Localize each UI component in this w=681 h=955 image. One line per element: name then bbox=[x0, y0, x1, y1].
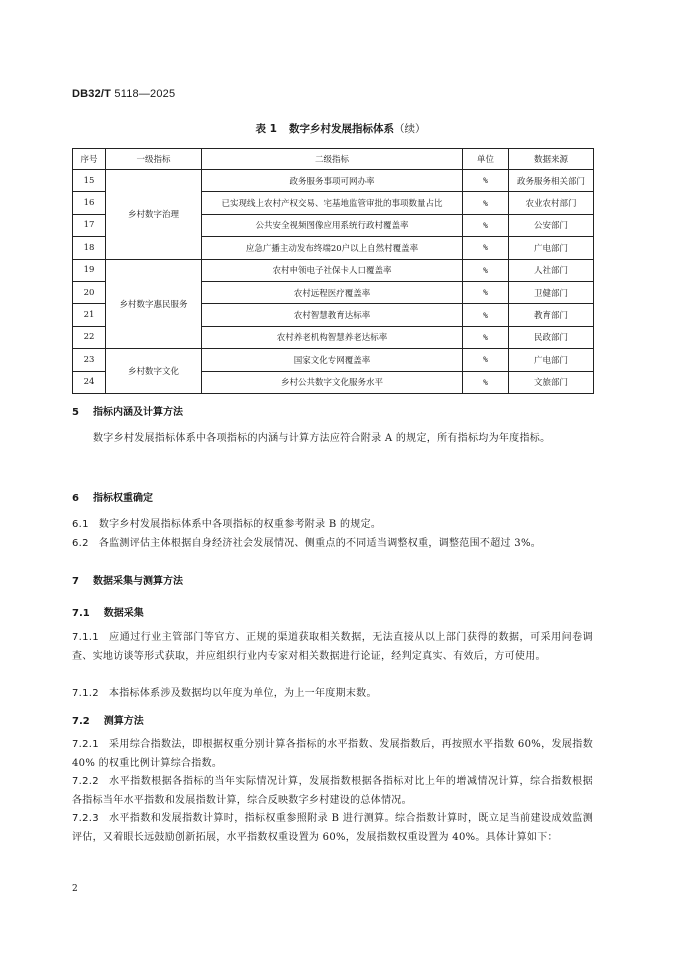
data-source: 人社部门 bbox=[509, 259, 594, 281]
clause-number: 6.1 bbox=[72, 519, 89, 530]
section-number: 7.2 bbox=[72, 716, 90, 727]
clause-text: 本指标体系涉及数据均以年度为单位，为上一年度期末数。 bbox=[108, 688, 377, 699]
section-5-paragraph: 数字乡村发展指标体系中各项指标的内涵与计算方法应符合附录 A 的规定，所有指标均为年度指标。 bbox=[93, 433, 551, 444]
column-header: 一级指标 bbox=[106, 149, 202, 170]
unit: % bbox=[463, 281, 509, 303]
row-number: 24 bbox=[73, 371, 106, 393]
section-7-2-heading bbox=[72, 712, 144, 727]
row-number: 17 bbox=[73, 214, 106, 236]
data-source: 教育部门 bbox=[509, 304, 594, 326]
secondary-indicator: 农村远程医疗覆盖率 bbox=[202, 281, 463, 303]
unit: % bbox=[463, 304, 509, 326]
clause-text: 水平指数根据各指标的当年实际情况计算，发展指数根据各指标对比上年的增减情况计算，综合指数根据各指标当年水平指数和发展指数计算，综合反映数字乡村建设的总体情况。 bbox=[72, 776, 593, 806]
secondary-indicator: 公共安全视频图像应用系统行政村覆盖率 bbox=[202, 214, 463, 236]
clause-text: 各监测评估主体根据自身经济社会发展情况、侧重点的不同适当调整权重，调整范围不超过 3%。 bbox=[98, 538, 542, 549]
standard-number: 5118—2025 bbox=[114, 88, 176, 100]
row-number: 19 bbox=[73, 259, 106, 281]
indicator-table bbox=[72, 148, 594, 394]
section-title: 数据采集与测算方法 bbox=[92, 576, 183, 587]
row-number: 15 bbox=[73, 170, 106, 192]
section-6-heading bbox=[72, 489, 153, 504]
clause-number: 7.2.1 bbox=[72, 739, 99, 750]
table-header-row bbox=[73, 149, 594, 170]
unit: % bbox=[463, 192, 509, 214]
section-number: 6 bbox=[72, 493, 79, 504]
data-source: 农业农村部门 bbox=[509, 192, 594, 214]
table-caption bbox=[0, 121, 681, 136]
clause-number: 6.2 bbox=[72, 538, 89, 549]
clause-6-1 bbox=[72, 516, 593, 535]
section-title: 测算方法 bbox=[103, 716, 144, 727]
primary-indicator: 乡村数字文化 bbox=[106, 349, 202, 394]
table-row bbox=[73, 349, 594, 371]
section-number: 5 bbox=[72, 407, 79, 418]
secondary-indicator: 已实现线上农村产权交易、宅基地监管审批的事项数量占比 bbox=[202, 192, 463, 214]
table-caption-number: 表 1 bbox=[255, 123, 277, 135]
row-number: 23 bbox=[73, 349, 106, 371]
data-source: 文旅部门 bbox=[509, 371, 594, 393]
clause-text: 应通过行业主管部门等官方、正规的渠道获取相关数据，无法直接从以上部门获得的数据，可采用问卷调查、实地访谈等形式获取，并应组织行业内专家对相关数据进行论证，经判定真实、有效后，方可使用。 bbox=[72, 632, 593, 662]
row-number: 20 bbox=[73, 281, 106, 303]
unit: % bbox=[463, 237, 509, 259]
clause-text: 采用综合指数法，即根据权重分别计算各指标的水平指数、发展指数后，再按照水平指数 60%，发展指数 40% 的权重比例计算综合指数。 bbox=[72, 739, 593, 769]
clause-number: 7.1.2 bbox=[72, 688, 99, 699]
row-number: 16 bbox=[73, 192, 106, 214]
data-source: 广电部门 bbox=[509, 237, 594, 259]
table-caption-continued: （续） bbox=[393, 123, 426, 135]
data-source: 政务服务相关部门 bbox=[509, 170, 594, 192]
secondary-indicator: 国家文化专网覆盖率 bbox=[202, 349, 463, 371]
secondary-indicator: 政务服务事项可网办率 bbox=[202, 170, 463, 192]
column-header: 单位 bbox=[463, 149, 509, 170]
table-row bbox=[73, 170, 594, 192]
clause-number: 7.1.1 bbox=[72, 632, 99, 643]
section-title: 指标内涵及计算方法 bbox=[92, 407, 183, 418]
section-number: 7.1 bbox=[72, 608, 90, 619]
page-number: 2 bbox=[72, 884, 78, 894]
secondary-indicator: 农村智慧教育达标率 bbox=[202, 304, 463, 326]
clause-number: 7.2.3 bbox=[72, 813, 99, 824]
clause-7-1-2 bbox=[72, 685, 593, 704]
table-row bbox=[73, 259, 594, 281]
clause-6-2 bbox=[72, 535, 593, 554]
column-header: 二级指标 bbox=[202, 149, 463, 170]
clause-7-2-1 bbox=[72, 736, 593, 773]
secondary-indicator: 乡村公共数字文化服务水平 bbox=[202, 371, 463, 393]
section-5-heading bbox=[72, 403, 183, 418]
unit: % bbox=[463, 349, 509, 371]
table-caption-title: 数字乡村发展指标体系 bbox=[288, 123, 394, 135]
row-number: 22 bbox=[73, 326, 106, 348]
secondary-indicator: 应急广播主动发布终端20户以上自然村覆盖率 bbox=[202, 237, 463, 259]
data-source: 卫健部门 bbox=[509, 281, 594, 303]
secondary-indicator: 农村申领电子社保卡人口覆盖率 bbox=[202, 259, 463, 281]
data-source: 公安部门 bbox=[509, 214, 594, 236]
primary-indicator: 乡村数字惠民服务 bbox=[106, 259, 202, 349]
unit: % bbox=[463, 326, 509, 348]
clause-7-2-3 bbox=[72, 810, 593, 847]
primary-indicator: 乡村数字治理 bbox=[106, 170, 202, 260]
unit: % bbox=[463, 259, 509, 281]
row-number: 21 bbox=[73, 304, 106, 326]
clause-text: 数字乡村发展指标体系中各项指标的权重参考附录 B 的规定。 bbox=[98, 519, 382, 530]
clause-text: 水平指数和发展指数计算时，指标权重参照附录 B 进行测算。综合指数计算时，既立足当前建设成效监测评估，又着眼长远鼓励创新拓展，水平指数权重设置为 60%，发展指数权重设置为 40%。具体计算如下： bbox=[72, 813, 593, 843]
data-source: 广电部门 bbox=[509, 349, 594, 371]
standard-code: DB32/T bbox=[72, 88, 112, 100]
data-source: 民政部门 bbox=[509, 326, 594, 348]
section-title: 数据采集 bbox=[103, 608, 144, 619]
clause-7-2-2 bbox=[72, 773, 593, 810]
column-header: 数据来源 bbox=[509, 149, 594, 170]
section-number: 7 bbox=[72, 576, 79, 587]
secondary-indicator: 农村养老机构智慧养老达标率 bbox=[202, 326, 463, 348]
unit: % bbox=[463, 170, 509, 192]
clause-7-1-1 bbox=[72, 629, 593, 666]
section-7-heading bbox=[72, 572, 183, 587]
page-header bbox=[72, 88, 175, 100]
row-number: 18 bbox=[73, 237, 106, 259]
unit: % bbox=[463, 214, 509, 236]
section-7-1-heading bbox=[72, 604, 144, 619]
unit: % bbox=[463, 371, 509, 393]
clause-number: 7.2.2 bbox=[72, 776, 99, 787]
section-title: 指标权重确定 bbox=[92, 493, 153, 504]
column-header: 序号 bbox=[73, 149, 106, 170]
